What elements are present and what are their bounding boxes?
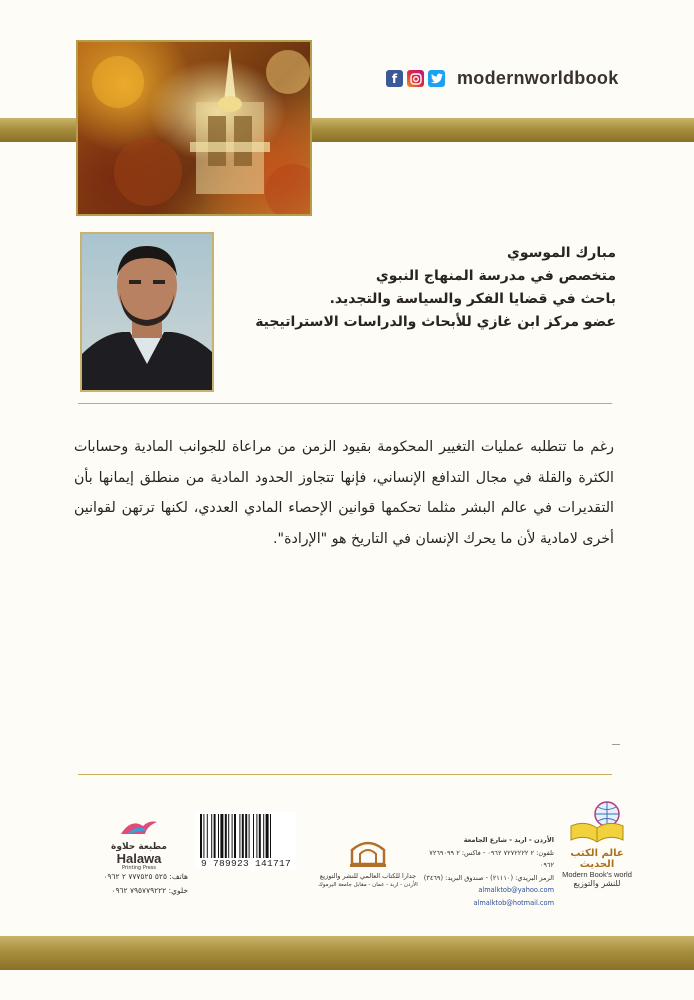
twitter-icon[interactable] bbox=[428, 70, 445, 87]
publisher-tag: للنشر والتوزيع bbox=[573, 879, 621, 888]
publisher-logo-block bbox=[556, 800, 638, 888]
page-mark: ـــ bbox=[612, 738, 620, 748]
distributor-name: جدارا للكتاب العالمي للنشر والتوزيع bbox=[319, 872, 417, 880]
isbn-number: 9 789923 141717 bbox=[200, 858, 291, 869]
publisher-globe-logo-icon bbox=[567, 800, 627, 844]
printer-sub: Printing Press bbox=[122, 865, 156, 871]
distributor-address: الأردن - اربد - عمان - مقابل جامعة اليرموك bbox=[318, 882, 418, 888]
publisher-phone: تلفون: ٢ ٧٢٧٢٢٢٢ ٠٩٦٢ - فاكس: ٢ ٧٢٦٩٠٩٩ ٠٩٦٢ bbox=[429, 848, 554, 869]
publisher-contact bbox=[418, 834, 554, 909]
printer-phone: هاتف: ٥٢٥ ٧٧٧٥٢٥ ٢ ٠٩٦٢ bbox=[103, 872, 188, 881]
author-line-1: متخصص في مدرسة المنهاج النبوي bbox=[375, 268, 616, 284]
author-name: مبارك الموسوي bbox=[507, 245, 616, 261]
printer-mobile: خلوي: ٧٩٥٧٧٩٢٢٢ ٠٩٦٢ bbox=[111, 886, 188, 895]
publisher-email-2[interactable]: almalktob@hotmail.com bbox=[473, 898, 554, 907]
divider-bottom bbox=[78, 774, 612, 775]
author-line-2: باحث في قضايا الفكر والسياسة والتجديد. bbox=[329, 291, 616, 307]
back-cover-blurb: رغم ما تتطلبه عمليات التغيير المحكومة بقيود الزمن من مراعاة للجوانب المادية وحسابات الكثرة والقلة في مجال التدافع الإنساني، فإنها تتجاوز الحدود المادية من منطلق إيمانها بأن التقديرات في عالم البشر مثلما تحكمها قوانين الإحصاء المادي العددي، لكنها ترتهن لقوانين أخرى لامادية لأن ما يحرك الإنسان في التاريخ هو "الإرادة". bbox=[74, 439, 614, 547]
social-handle: modernworldbook bbox=[457, 68, 619, 88]
facebook-icon[interactable]: f bbox=[386, 70, 403, 87]
printer-block bbox=[98, 816, 180, 871]
distributor-block bbox=[318, 834, 418, 888]
author-bio bbox=[256, 242, 616, 334]
author-photo bbox=[80, 232, 214, 392]
instagram-icon[interactable] bbox=[407, 70, 424, 87]
jadara-logo-icon bbox=[348, 834, 388, 868]
printer-name-ar: مطبعة حلاوة bbox=[111, 842, 167, 852]
social-links bbox=[386, 68, 619, 89]
bottom-gold-band bbox=[0, 936, 694, 970]
divider-top bbox=[78, 403, 612, 404]
author-line-3: عضو مركز ابن غازي للأبحاث والدراسات الاستراتيجية bbox=[255, 314, 616, 330]
publisher-address: الأردن - اربد - شارع الجامعة bbox=[463, 836, 554, 844]
publisher-email-1[interactable]: almalktob@yahoo.com bbox=[478, 886, 554, 894]
publisher-name-ar: عالم الكتب الحديث bbox=[570, 848, 624, 870]
halawa-logo-icon bbox=[117, 816, 161, 838]
isbn-barcode bbox=[196, 812, 296, 870]
cover-artwork-image bbox=[76, 40, 312, 216]
publisher-name-en: Modern Book's world bbox=[562, 870, 632, 879]
publisher-po: الرمز البريدي: (٢١١١٠) - صندوق البريد: (٣٤٦٩) bbox=[423, 873, 554, 882]
printer-contact bbox=[92, 870, 188, 898]
printer-name-en: Halawa bbox=[116, 851, 162, 866]
